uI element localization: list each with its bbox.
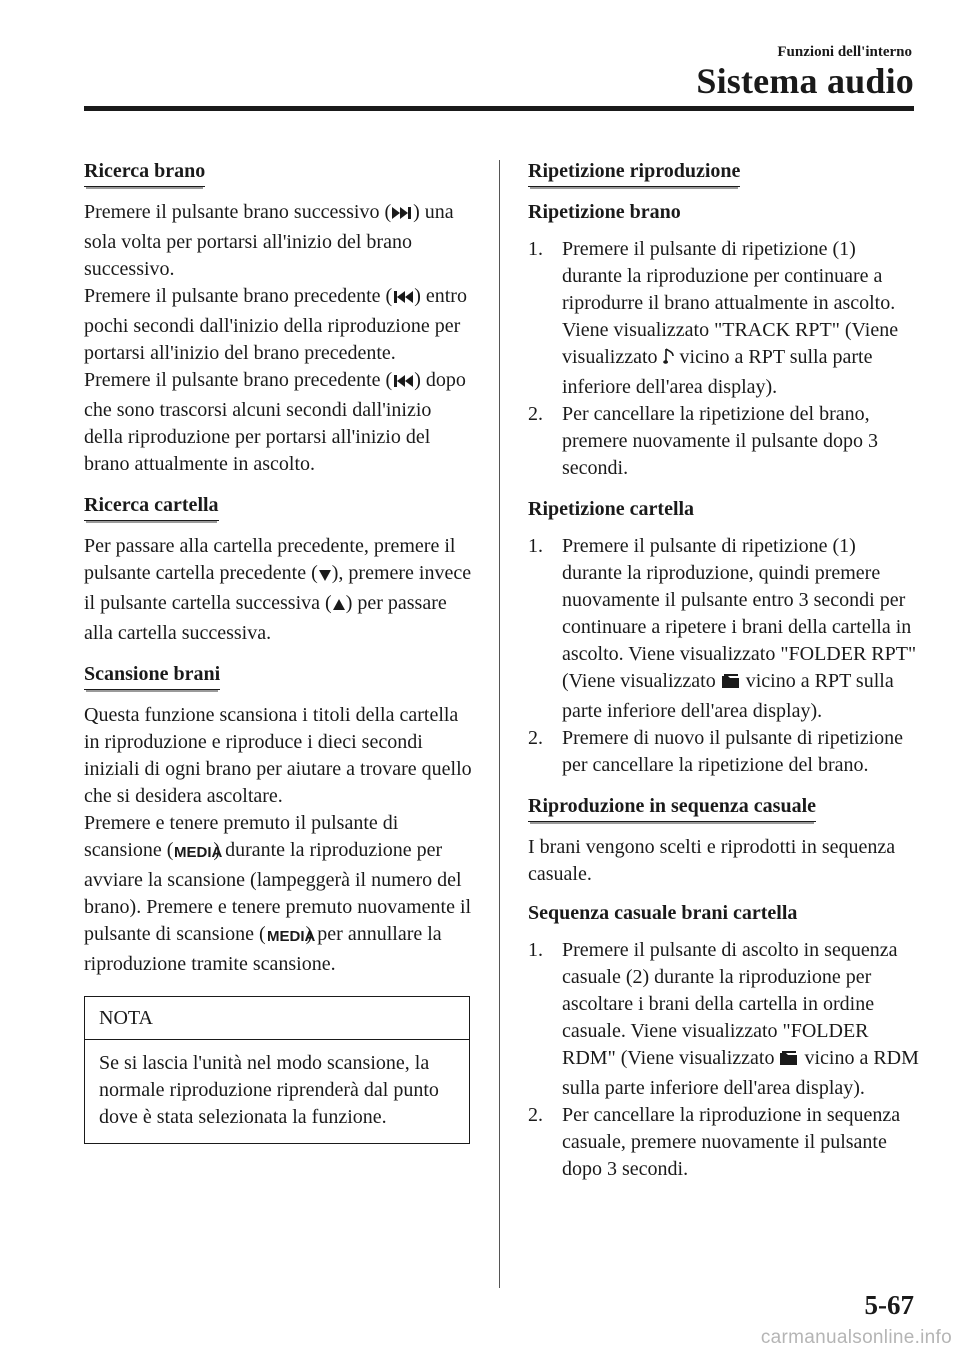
text: Premere il pulsante brano successivo ( [84, 201, 392, 223]
heading-scansione: Scansione brani [84, 661, 220, 690]
folder-icon [721, 671, 741, 698]
text: Per cancellare la ripetizione del brano, premere nuovamente il pulsante dopo 3 secondi. [562, 403, 879, 479]
section-scansione [84, 661, 472, 978]
media-button-icon [173, 840, 223, 867]
previous-track-icon [392, 370, 414, 397]
svg-text:MEDIA: MEDIA [266, 928, 315, 945]
paragraph-casuale-intro: I brani vengono scelti e riprodotti in sequenza casuale. [528, 836, 896, 885]
left-column [84, 158, 472, 1144]
list-item [528, 401, 920, 482]
heading-casuale: Riproduzione in sequenza casuale [528, 793, 816, 822]
step-number: 2. [528, 403, 543, 425]
text: ) una sola volta per portarsi all'inizio del brano successivo. [84, 201, 454, 280]
folder-down-icon [318, 563, 332, 590]
svg-text:MEDIA: MEDIA [174, 844, 223, 861]
page-title: Sistema audio [696, 61, 914, 101]
paragraph-prev-track-restart [84, 367, 472, 478]
text: ) per passare alla cartella successiva. [84, 592, 447, 644]
steps-list [528, 937, 920, 1183]
page-number: 5-67 [864, 1290, 914, 1320]
column-divider [499, 160, 500, 1288]
list-item [528, 533, 920, 725]
heading-ricerca-brano: Ricerca brano [84, 158, 205, 187]
subsection-ripetizione-cartella [528, 496, 920, 779]
subsection-ripetizione-brano [528, 199, 920, 482]
previous-track-icon [392, 286, 414, 313]
subheading-ripetizione-brano: Ripetizione brano [528, 201, 681, 223]
steps-list [528, 533, 920, 779]
section-ricerca-brano [84, 158, 472, 478]
media-button-icon [266, 924, 315, 951]
subheading-ripetizione-cartella: Ripetizione cartella [528, 498, 695, 520]
text: ) entro pochi secondi dall'inizio della riproduzione per portarsi all'inizio del brano precedente. [84, 285, 467, 364]
text: Premere e tenere premuto il pulsante di scansione ( [84, 812, 399, 861]
note-body: Se si lascia l'unità nel modo scansione, la normale riproduzione riprenderà dal punto dove è stata selezionata la funzione. [99, 1052, 439, 1128]
folder-up-icon [332, 593, 346, 620]
paragraph-scan-usage [84, 810, 472, 978]
text: vicino a RDM sulla parte inferiore dell'area display). [562, 1047, 919, 1099]
steps-list [528, 236, 920, 482]
note-title: NOTA [85, 997, 469, 1040]
text: Per passare alla cartella precedente, premere il pulsante cartella precedente ( [84, 535, 456, 584]
paragraph-next-track [84, 199, 472, 283]
list-item [528, 236, 920, 401]
list-item [528, 725, 920, 779]
heading-ripetizione: Ripetizione riproduzione [528, 158, 740, 187]
text: Premere il pulsante di ascolto in sequenza casuale (2) durante la riproduzione per ascoltare i brani della cartella in ordine casuale. Viene visualizzato "FOLDER RDM" (Viene visualizzato [562, 939, 898, 1069]
text: Premere di nuovo il pulsante di ripetizione per cancellare la ripetizione del brano. [562, 727, 904, 776]
subheading-casuale-cartella: Sequenza casuale brani cartella [528, 902, 798, 924]
next-track-icon [391, 202, 413, 229]
text: Premere il pulsante brano precedente ( [84, 369, 393, 391]
text: ) dopo che sono trascorsi alcuni secondi dall'inizio della riproduzione per portarsi all'inizio del brano attualmente in ascolto. [84, 369, 466, 475]
step-number: 1. [528, 939, 543, 961]
right-column [528, 158, 920, 1197]
text: Per cancellare la riproduzione in sequenza casuale, premere nuovamente il pulsante dopo 3 secondi. [562, 1104, 901, 1180]
section-ripetizione [528, 158, 920, 779]
paragraph-scan-intro: Questa funzione scansiona i titoli della cartella in riproduzione e riproduce i dieci secondi iniziali di ogni brano per aiutare a trovare quello che si desidera ascoltare. [84, 704, 472, 807]
note-box [84, 996, 470, 1144]
subsection-casuale-cartella [528, 900, 920, 1183]
text: ) durante la riproduzione per avviare la scansione (lampeggerà il numero del brano). Premere e tenere premuto nuovamente il pulsante di scansione ( [84, 839, 472, 945]
heading-ricerca-cartella: Ricerca cartella [84, 492, 219, 521]
step-number: 1. [528, 238, 543, 260]
section-ricerca-cartella [84, 492, 472, 647]
text: ) per annullare la riproduzione tramite scansione. [84, 923, 442, 975]
text: Premere il pulsante brano precedente ( [84, 285, 393, 307]
folder-icon [779, 1048, 799, 1075]
music-note-icon [663, 347, 675, 374]
watermark: carmanualsonline.info [760, 1327, 952, 1348]
text: ), premere invece il pulsante cartella successiva ( [84, 562, 472, 614]
paragraph-folder-search [84, 533, 472, 647]
text: vicino a RPT sulla parte inferiore dell'area display). [562, 346, 873, 398]
header-rule [84, 106, 914, 111]
list-item [528, 937, 920, 1102]
step-number: 2. [528, 1104, 543, 1126]
text: Premere il pulsante di ripetizione (1) durante la riproduzione, quindi premere nuovamente il pulsante entro 3 secondi per continuare a ripetere i brani della cartella in ascolto. Viene visualizzato "FOLDER RPT" (Viene visualizzato [562, 535, 917, 692]
text: Premere il pulsante di ripetizione (1) durante la riproduzione per continuare a riprodurre il brano attualmente in ascolto. Viene visualizzato "TRACK RPT" (Viene visualizzato [562, 238, 899, 368]
step-number: 1. [528, 535, 543, 557]
paragraph-prev-track-start [84, 283, 472, 367]
section-casuale [528, 793, 920, 1183]
header-section-label: Funzioni dell'interno [777, 44, 912, 60]
text: vicino a RPT sulla parte inferiore dell'area display). [562, 670, 894, 722]
list-item [528, 1102, 920, 1183]
step-number: 2. [528, 727, 543, 749]
